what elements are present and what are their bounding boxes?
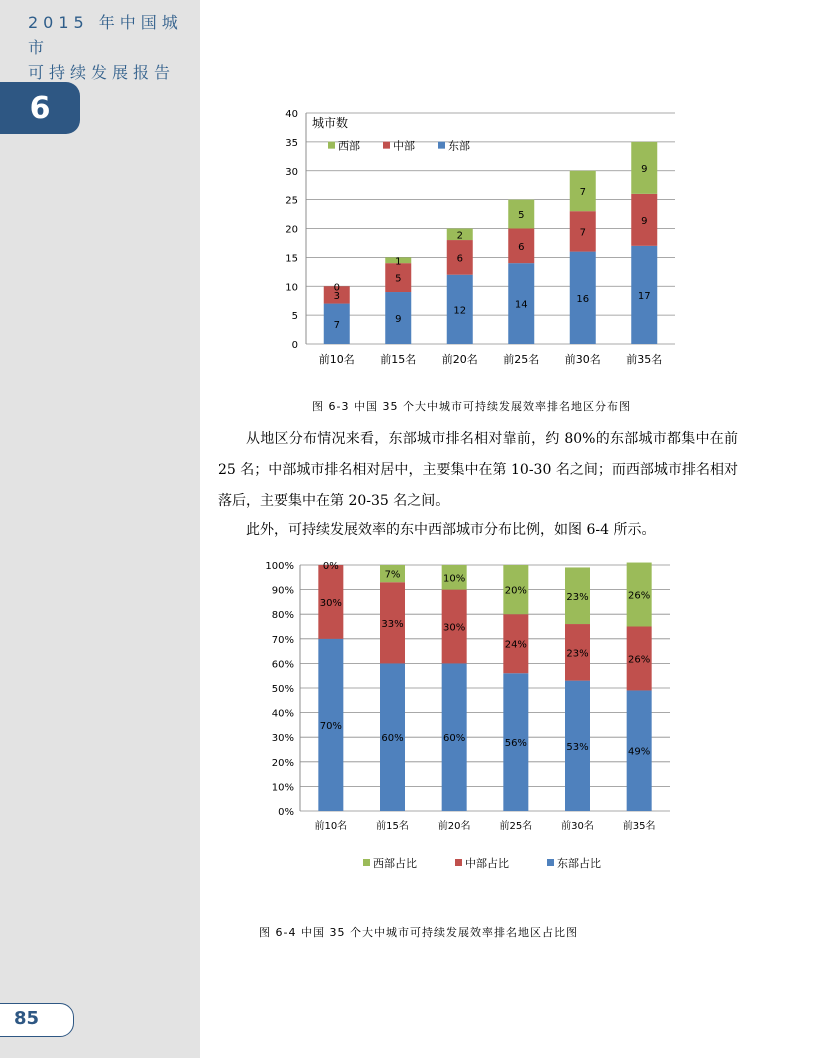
data-label: 24% [504, 639, 527, 651]
x-tick-label: 前20名 [441, 353, 478, 366]
y-tick-label: 60% [271, 659, 294, 671]
data-label: 33% [381, 618, 404, 630]
data-label: 5 [395, 273, 402, 285]
legend-swatch [455, 859, 462, 866]
y-tick-label: 40% [271, 708, 294, 720]
x-tick-label: 前15名 [380, 353, 417, 366]
x-tick-label: 前10名 [314, 821, 348, 832]
data-label: 12 [453, 305, 467, 317]
data-label: 2 [456, 230, 463, 242]
y-tick-label: 20 [285, 224, 298, 236]
legend-swatch [547, 859, 554, 866]
data-label: 20% [504, 585, 527, 597]
data-label: 0 [333, 282, 340, 294]
x-tick-label: 前35名 [626, 353, 663, 366]
legend-label: 西部 [338, 139, 360, 153]
data-label: 56% [504, 738, 527, 750]
y-tick-label: 40 [285, 109, 298, 120]
body-paragraph-1: 从地区分布情况来看，东部城市排名相对靠前，约 80%的东部城市都集中在前 25 名；中部城市排名相对居中，主要集中在第 10-30 名之间；而西部城市排名相对落后，主要集中在第 20-35 名之间。 [218, 431, 738, 509]
y-tick-label: 100% [265, 561, 294, 572]
data-label: 23% [566, 648, 589, 660]
y-tick-label: 30% [271, 733, 294, 745]
x-tick-label: 前15名 [376, 821, 409, 832]
legend-swatch [328, 142, 335, 149]
data-label: 49% [628, 746, 651, 758]
x-tick-label: 前10名 [318, 353, 355, 366]
y-tick-label: 10 [285, 282, 298, 294]
legend-label: 中部占比 [465, 857, 509, 870]
data-label: 26% [628, 590, 651, 602]
data-label: 10% [443, 573, 466, 585]
y-tick-label: 70% [271, 634, 294, 646]
data-label: 5 [518, 210, 525, 222]
chart-region-distribution [270, 104, 690, 372]
data-label: 7 [579, 186, 586, 198]
data-label: 14 [514, 299, 528, 311]
legend-label: 中部 [393, 139, 415, 153]
data-label: 23% [566, 591, 589, 603]
side-panel [0, 0, 200, 1058]
legend-swatch [438, 142, 445, 149]
y-tick-label: 15 [285, 253, 298, 265]
legend-label: 东部 [448, 139, 470, 153]
legend-swatch [363, 859, 370, 866]
y-tick-label: 20% [271, 757, 294, 769]
data-label: 53% [566, 741, 589, 753]
page-number: 85 [14, 1008, 40, 1029]
data-label: 17 [637, 290, 651, 302]
y-tick-label: 0 [291, 340, 298, 351]
data-label: 30% [319, 597, 342, 609]
figure-6-3-caption: 图 6-3 中国 35 个大中城市可持续发展效率排名地区分布图 [312, 400, 631, 413]
legend-label: 西部占比 [373, 857, 417, 870]
header-line-1: 2015 年中国城市 [28, 13, 183, 57]
legend-swatch [383, 142, 390, 149]
data-label: 9 [395, 314, 402, 326]
data-label: 30% [443, 622, 466, 634]
y-tick-label: 5 [291, 311, 298, 323]
y-tick-label: 30 [285, 166, 298, 178]
data-label: 7 [333, 319, 340, 331]
data-label: 60% [443, 733, 466, 745]
figure-6-4-caption: 图 6-4 中国 35 个大中城市可持续发展效率排名地区占比图 [259, 926, 578, 939]
body-paragraph-2: 此外，可持续发展效率的东中西部城市分布比例，如图 6-4 所示。 [246, 522, 656, 538]
y-tick-label: 0% [278, 807, 294, 818]
data-label: 9 [641, 215, 648, 227]
x-tick-label: 前20名 [437, 821, 471, 832]
x-tick-label: 前30名 [564, 353, 601, 366]
data-label: 70% [319, 720, 342, 732]
data-label: 7 [579, 227, 586, 239]
y-tick-label: 50% [271, 684, 294, 695]
y-tick-label: 35 [285, 137, 298, 149]
x-tick-label: 前25名 [503, 353, 540, 366]
header-line-2: 可持续发展报告 [28, 63, 176, 82]
y-tick-label: 25 [285, 195, 298, 207]
y-tick-label: 90% [271, 585, 294, 597]
x-tick-label: 前35名 [622, 821, 656, 832]
chart-region-share [255, 555, 695, 885]
y-axis-title: 城市数 [312, 116, 349, 130]
chapter-number-badge: 6 [0, 82, 80, 134]
x-tick-label: 前30名 [561, 821, 594, 832]
data-label: 9 [641, 163, 648, 175]
data-label: 6 [456, 253, 463, 265]
data-label: 60% [381, 733, 404, 745]
legend-label: 东部占比 [557, 857, 601, 870]
data-label: 16 [576, 293, 590, 305]
y-tick-label: 10% [271, 782, 294, 794]
data-label: 7% [384, 569, 401, 581]
y-tick-label: 80% [271, 610, 294, 622]
report-header [28, 10, 188, 85]
x-tick-label: 前25名 [499, 821, 533, 832]
data-label: 6 [518, 241, 525, 253]
data-label: 1 [395, 256, 402, 268]
data-label: 3 [333, 290, 340, 302]
data-label: 26% [628, 654, 651, 666]
data-label: 0% [322, 561, 339, 572]
